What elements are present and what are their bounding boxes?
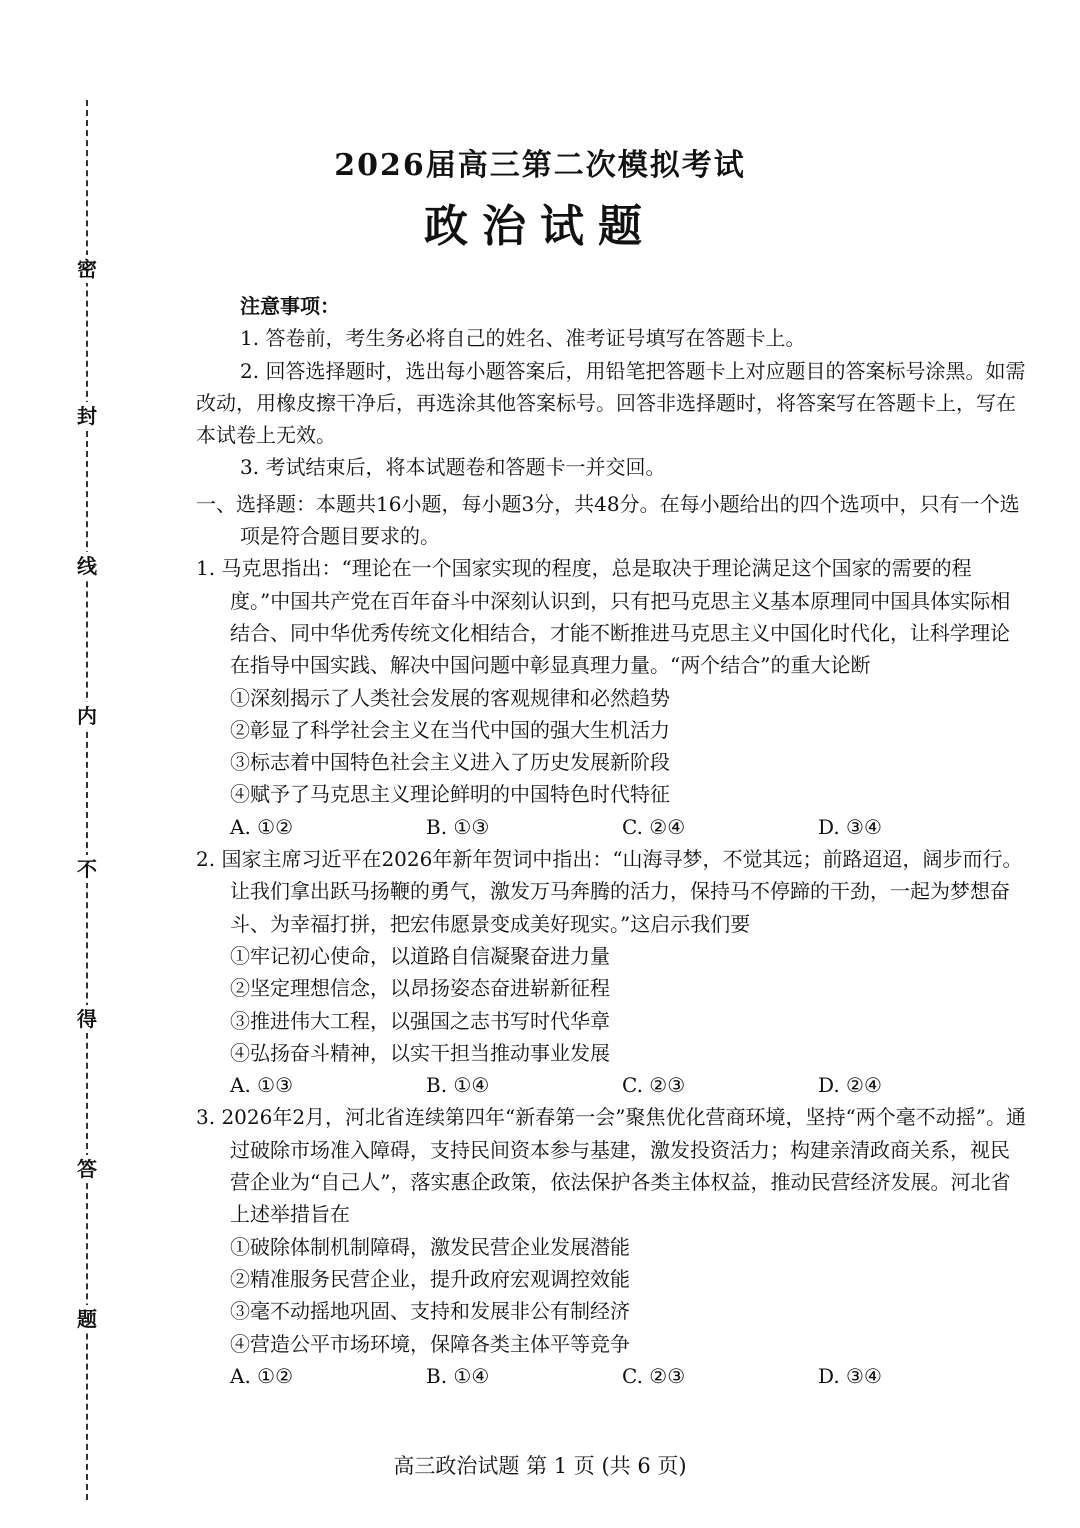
seal-char: 线 (73, 552, 101, 580)
page-footer: 高三政治试题 第 1 页 (共 6 页) (393, 1454, 687, 1478)
seal-margin (72, 100, 102, 1500)
statement-option: ③推进伟大工程，以强国之志书写时代华章 (230, 1008, 610, 1033)
choice-d: D. ③④ (818, 1363, 882, 1388)
seal-char: 封 (73, 402, 101, 430)
answer-choices (196, 1069, 1026, 1101)
choice-c: C. ②③ (622, 1363, 686, 1388)
statement-option: ①牢记初心使命，以道路自信凝聚奋进力量 (230, 943, 610, 968)
seal-char: 答 (73, 1155, 101, 1183)
section-heading: 一、选择题：本题共16小题，每小题3分，共48分。在每小题给出的四个选项中，只有一个选项是符合题目要求的。 (196, 491, 1020, 549)
statement-option: ①深刻揭示了人类社会发展的客观规律和必然趋势 (230, 685, 670, 710)
statement-option: ①破除体制机制障碍，激发民营企业发展潜能 (230, 1234, 630, 1259)
choice-b: B. ①③ (426, 814, 490, 839)
seal-char: 密 (73, 255, 101, 283)
question-stem: 1. 马克思指出：“理论在一个国家实现的程度，总是取决于理论满足这个国家的需要的程度。”中国共产党在百年奋斗中深刻认识到，只有把马克思主义基本原理同中国具体实际相结合、同中华优秀传统文化相结合，才能不断推进马克思主义中国化时代化，让科学理论在指导中国实践、解决中国问题中彰显真理力量。“两个结合”的重大论断 (196, 556, 1011, 678)
choice-b: B. ①④ (426, 1363, 490, 1388)
seal-char: 不 (73, 855, 101, 883)
answer-choices (196, 811, 1026, 843)
question-2 (196, 843, 1026, 1101)
seal-char: 内 (73, 702, 101, 730)
choice-a: A. ①② (230, 1363, 294, 1388)
notice-heading: 注意事项： (240, 294, 340, 318)
seal-char: 题 (73, 1305, 101, 1333)
question-1 (196, 552, 1026, 843)
answer-choices (196, 1360, 1026, 1392)
seal-dashed-line (86, 100, 88, 1500)
notice-item: 3. 考试结束后，将本试题卷和答题卡一并交回。 (240, 455, 666, 480)
statement-option: ④营造公平市场环境，保障各类主体平等竞争 (230, 1331, 630, 1356)
statement-option: ②彰显了科学社会主义在当代中国的强大生机活力 (230, 717, 670, 742)
statement-option: ③标志着中国特色社会主义进入了历史发展新阶段 (230, 750, 670, 775)
choice-c: C. ②③ (622, 1073, 686, 1098)
seal-char: 得 (73, 1005, 101, 1033)
statement-option: ④赋予了马克思主义理论鲜明的中国特色时代特征 (230, 782, 670, 807)
choice-a: A. ①② (230, 814, 294, 839)
notice-item: 1. 答卷前，考生务必将自己的姓名、准考证号填写在答题卡上。 (240, 326, 806, 351)
question-stem: 2. 国家主席习近平在2026年新年贺词中指出：“山海寻梦，不觉其远；前路迢迢，阔步而行。让我们拿出跃马扬鞭的勇气，激发万马奔腾的活力，保持马不停蹄的干劲，一起为梦想奋斗、为幸福打拼，把宏伟愿景变成美好现实。”这启示我们要 (196, 847, 1023, 936)
statement-option: ②精准服务民营企业，提升政府宏观调控效能 (230, 1266, 630, 1291)
question-3 (196, 1101, 1026, 1392)
notice-item: 2. 回答选择题时，选出每小题答案后，用铅笔把答题卡上对应题目的答案标号涂黑。如需改动，用橡皮擦干净后，再选涂其他答案标号。回答非选择题时，将答案写在答题卡上，写在本试卷上无效。 (196, 358, 1026, 448)
question-stem: 3. 2026年2月，河北省连续第四年“新春第一会”聚焦优化营商环境，坚持“两个毫不动摇”。通过破除市场准入障碍，支持民间资本参与基建，激发投资活力；构建亲清政商关系，视民营企业为“自己人”，落实惠企政策，依法保护各类主体权益，推动民营经济发展。河北省上述举措旨在 (196, 1105, 1026, 1227)
choice-b: B. ①④ (426, 1073, 490, 1098)
statement-option: ④弘扬奋斗精神，以实干担当推动事业发展 (230, 1040, 610, 1065)
statement-option: ②坚定理想信念，以昂扬姿态奋进崭新征程 (230, 976, 610, 1001)
exam-title: 2026届高三第二次模拟考试 (334, 148, 746, 183)
choice-d: D. ②④ (818, 1073, 882, 1098)
subject-title: 政治试题 (424, 201, 656, 252)
statement-option: ③毫不动摇地巩固、支持和发展非公有制经济 (230, 1299, 630, 1324)
choice-c: C. ②④ (622, 814, 686, 839)
exam-content (196, 290, 1026, 1392)
choice-a: A. ①③ (230, 1073, 294, 1098)
choice-d: D. ③④ (818, 814, 882, 839)
